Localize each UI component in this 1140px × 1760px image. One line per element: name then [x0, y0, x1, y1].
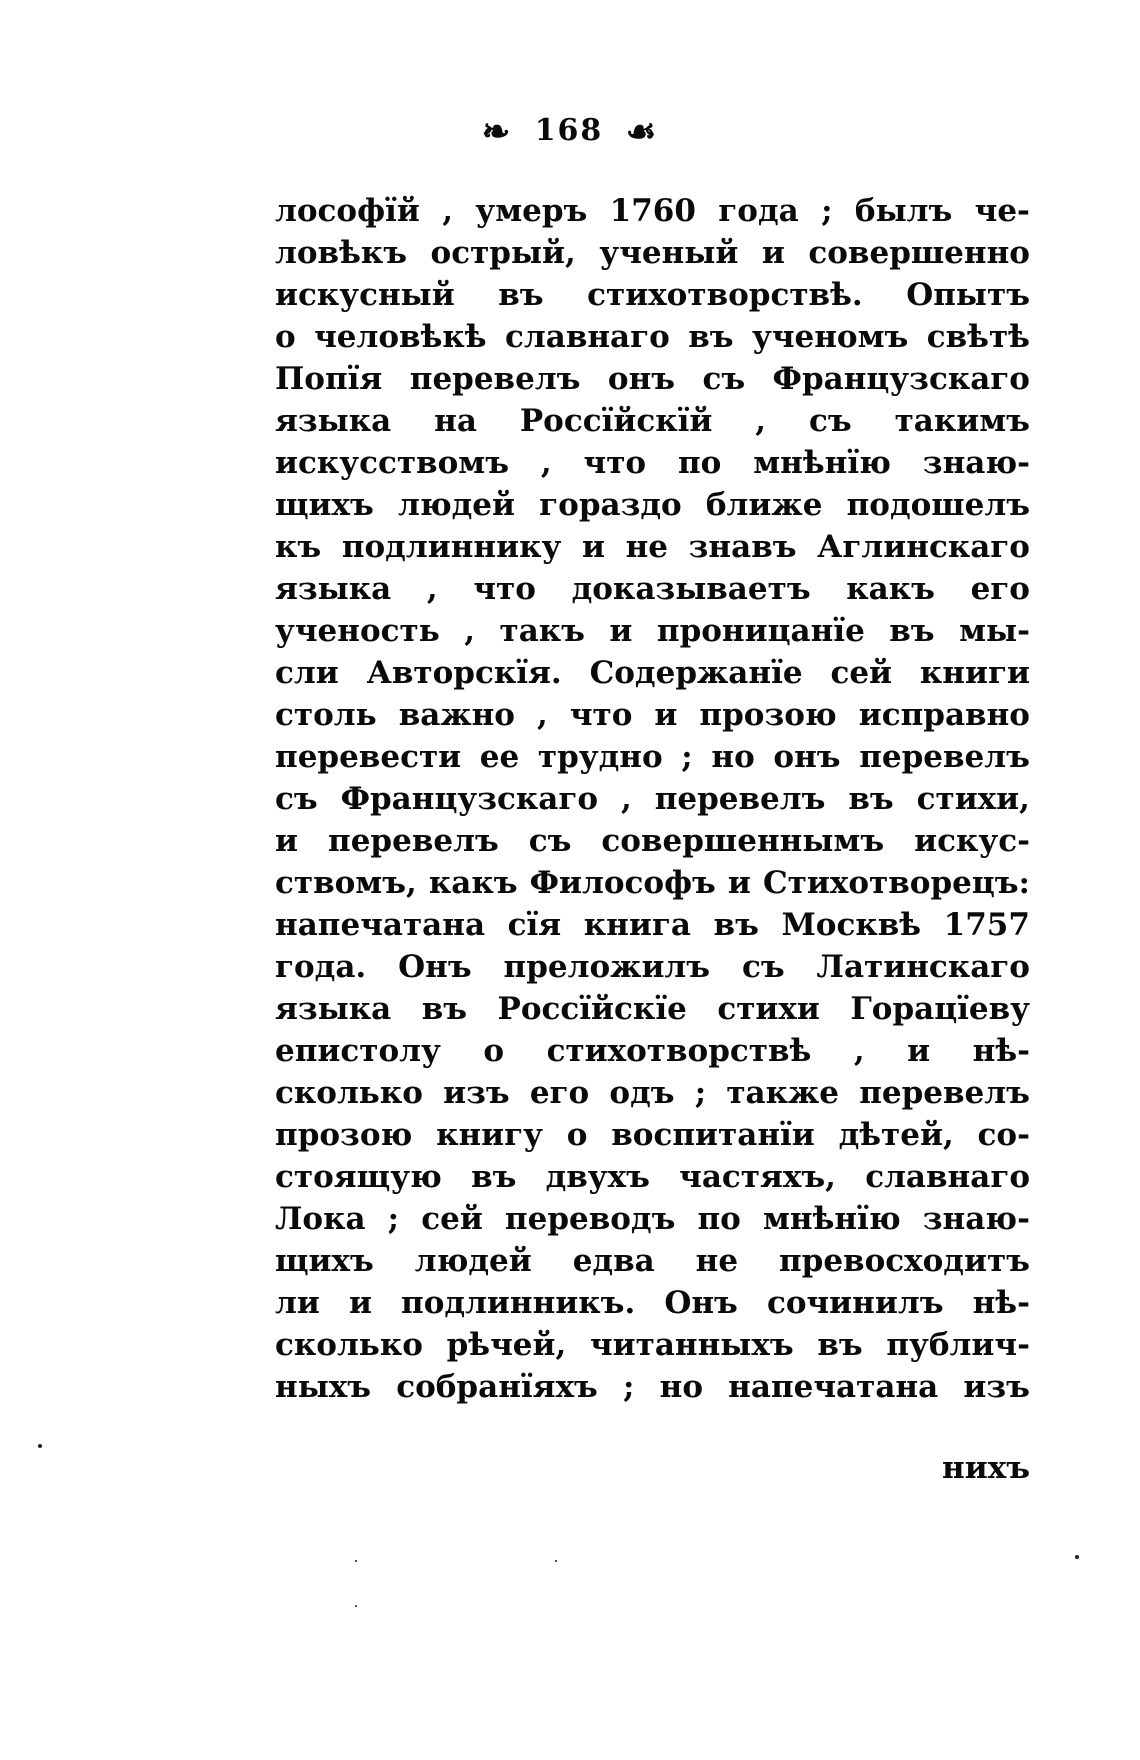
- word: не: [695, 1243, 739, 1279]
- word: превосходитъ: [778, 1243, 1030, 1279]
- text-line: [275, 820, 1030, 862]
- word: Философъ: [529, 865, 716, 901]
- word: Латинскаго: [816, 949, 1030, 985]
- word: ,: [620, 781, 632, 817]
- word: и: [348, 1285, 372, 1321]
- text-line: [275, 1156, 1030, 1198]
- word: прозою: [275, 1117, 413, 1153]
- word: также: [726, 1075, 840, 1111]
- word: стихи: [717, 991, 820, 1027]
- word: ;: [821, 193, 833, 229]
- word: въ: [688, 319, 734, 355]
- word: съ: [528, 823, 572, 859]
- text-line: [275, 484, 1030, 526]
- word: Онъ: [398, 949, 472, 985]
- text-line: [275, 1198, 1030, 1240]
- text-line: [275, 778, 1030, 820]
- word: сей: [830, 655, 893, 691]
- word: доказываетъ: [571, 571, 811, 607]
- word: мнѣнїю: [753, 445, 891, 481]
- word: о: [566, 1117, 588, 1153]
- text-line: [275, 1282, 1030, 1324]
- text-line: [275, 400, 1030, 442]
- text-line: [275, 274, 1030, 316]
- word: напечатана: [275, 907, 486, 943]
- word: епистолу: [275, 1033, 441, 1069]
- word: человѣкѣ: [314, 319, 487, 355]
- word: знавъ: [688, 529, 797, 565]
- print-speck: [1075, 1555, 1079, 1559]
- word: прозою: [699, 697, 837, 733]
- word: ;: [387, 1201, 400, 1237]
- word: сли: [275, 655, 339, 691]
- word: въ: [471, 1159, 517, 1195]
- word: мы-: [959, 613, 1030, 649]
- word: сочинилъ: [766, 1285, 944, 1321]
- word: нѣ-: [972, 1285, 1030, 1321]
- word: Французскаго: [772, 361, 1030, 397]
- word: но: [711, 739, 755, 775]
- word: столь: [275, 697, 377, 733]
- word: съ: [741, 949, 785, 985]
- word: стихотворствѣ: [546, 1033, 812, 1069]
- word: года: [718, 193, 799, 229]
- word: мнѣнїю: [762, 1201, 901, 1237]
- word: ;: [623, 1369, 635, 1405]
- text-line: [275, 610, 1030, 652]
- word: перевелъ: [859, 1075, 1030, 1111]
- word: свѣтѣ: [926, 319, 1030, 355]
- word: не: [625, 529, 668, 565]
- text-line: [275, 1240, 1030, 1282]
- ornament-left: ❧: [481, 112, 513, 152]
- word: сїя: [507, 907, 562, 943]
- word: ;: [681, 739, 693, 775]
- word: двухъ: [545, 1159, 650, 1195]
- word: такъ: [499, 613, 585, 649]
- word: его: [970, 571, 1030, 607]
- word: исправно: [858, 697, 1030, 733]
- text-line: [275, 946, 1030, 988]
- catchword: нихъ: [942, 1450, 1030, 1486]
- word: ближе: [705, 487, 823, 523]
- word: совершеннымъ: [601, 823, 885, 859]
- word: книгу: [436, 1117, 543, 1153]
- word: о: [483, 1033, 505, 1069]
- word: ,: [426, 571, 438, 607]
- word: но: [659, 1369, 703, 1405]
- word: едва: [572, 1243, 655, 1279]
- body-text: [275, 190, 1030, 1408]
- word: ее: [479, 739, 520, 775]
- text-line: [275, 190, 1030, 232]
- word: со-: [977, 1117, 1030, 1153]
- word: и: [581, 529, 605, 565]
- word: искусствомъ: [275, 445, 509, 481]
- word: искус-: [914, 823, 1030, 859]
- word: книги: [919, 655, 1030, 691]
- word: что: [473, 571, 536, 607]
- word: и: [654, 697, 678, 733]
- word: славнаго: [505, 319, 670, 355]
- word: частяхъ,: [679, 1159, 836, 1195]
- word: людей: [414, 1243, 532, 1279]
- word: изъ: [963, 1369, 1030, 1405]
- word: стихотворствѣ.: [587, 277, 863, 313]
- word: напечатана: [728, 1369, 939, 1405]
- word: языка: [275, 991, 392, 1027]
- word: въ: [713, 907, 759, 943]
- word: къ: [275, 529, 322, 565]
- word: 1760: [609, 193, 696, 229]
- text-line: [275, 568, 1030, 610]
- word: преложилъ: [503, 949, 711, 985]
- word: какъ: [846, 571, 935, 607]
- word: искусный: [275, 277, 455, 313]
- word: по: [697, 1201, 741, 1237]
- word: перевелъ: [409, 361, 581, 397]
- word: Аглинскаго: [817, 529, 1030, 565]
- word: перевелъ: [859, 739, 1030, 775]
- word: важно: [398, 697, 515, 733]
- word: подлинникъ.: [401, 1285, 636, 1321]
- text-line: [275, 316, 1030, 358]
- word: что: [569, 697, 633, 733]
- word: Горацїеву: [850, 991, 1030, 1027]
- word: перевести: [275, 739, 462, 775]
- word: сей: [421, 1201, 483, 1237]
- word: ученый: [599, 235, 739, 271]
- text-line: [275, 1072, 1030, 1114]
- word: ныхъ: [275, 1369, 372, 1405]
- word: ,: [540, 445, 552, 481]
- word: проницанїе: [656, 613, 865, 649]
- word: знаю-: [922, 1201, 1030, 1237]
- word: его: [529, 1075, 590, 1111]
- text-line: [275, 358, 1030, 400]
- word: языка: [275, 571, 392, 607]
- word: Стихотворецъ:: [763, 865, 1030, 901]
- word: умеръ: [475, 193, 588, 229]
- word: Авторскїя.: [366, 655, 562, 691]
- word: че-: [974, 193, 1030, 229]
- word: трудно: [537, 739, 663, 775]
- page-header: [0, 112, 1140, 152]
- word: переводъ: [504, 1201, 676, 1237]
- print-speck: [555, 1560, 557, 1562]
- word: ловѣкъ: [275, 235, 408, 271]
- text-line: [275, 862, 1030, 904]
- word: Лока: [275, 1201, 366, 1237]
- word: ,: [853, 1033, 865, 1069]
- word: въ: [848, 781, 894, 817]
- page-number: 168: [534, 113, 604, 148]
- word: Россїйскїе: [497, 991, 687, 1027]
- text-line: [275, 904, 1030, 946]
- word: года.: [275, 949, 367, 985]
- text-line: [275, 988, 1030, 1030]
- word: щихъ: [275, 487, 374, 523]
- text-line: [275, 652, 1030, 694]
- word: сколько: [275, 1327, 423, 1363]
- word: публич-: [886, 1327, 1030, 1363]
- print-speck: [355, 1605, 357, 1607]
- word: 1757: [943, 907, 1030, 943]
- ornament-right: ☙: [625, 112, 659, 152]
- word: читанныхъ: [589, 1327, 794, 1363]
- word: острый,: [430, 235, 576, 271]
- word: рѣчей,: [446, 1327, 567, 1363]
- word: въ: [817, 1327, 863, 1363]
- word: книга: [583, 907, 691, 943]
- word: щихъ: [275, 1243, 374, 1279]
- word: ,: [464, 613, 476, 649]
- word: въ: [498, 277, 544, 313]
- word: Французскаго: [340, 781, 599, 817]
- text-line: [275, 736, 1030, 778]
- word: Содержанїе: [589, 655, 803, 691]
- word: воспитанїи: [611, 1117, 815, 1153]
- text-line: [275, 1114, 1030, 1156]
- word: Опытъ: [906, 277, 1030, 313]
- word: съ: [809, 403, 852, 439]
- word: въ: [889, 613, 935, 649]
- word: перевелъ: [654, 781, 826, 817]
- word: и: [727, 865, 751, 901]
- word: ,: [537, 697, 548, 733]
- word: такимъ: [894, 403, 1030, 439]
- word: изъ: [443, 1075, 510, 1111]
- text-line: [275, 232, 1030, 274]
- word: стоящую: [275, 1159, 442, 1195]
- word: Москвѣ: [781, 907, 922, 943]
- word: и: [907, 1033, 931, 1069]
- word: что: [583, 445, 647, 481]
- word: подлиннику: [341, 529, 562, 565]
- word: съ: [275, 781, 318, 817]
- word: Попїя: [275, 361, 383, 397]
- word: ,: [755, 403, 767, 439]
- word: знаю-: [922, 445, 1030, 481]
- word: ;: [694, 1075, 707, 1111]
- word: лософїй: [275, 193, 420, 229]
- word: людей: [397, 487, 515, 523]
- word: собранїяхъ: [396, 1369, 598, 1405]
- word: по: [677, 445, 722, 481]
- word: гораздо: [539, 487, 682, 523]
- word: стихи,: [916, 781, 1030, 817]
- word: перевелъ: [328, 823, 499, 859]
- word: славнаго: [865, 1159, 1030, 1195]
- text-line: [275, 1030, 1030, 1072]
- word: онъ: [607, 361, 676, 397]
- word: о: [275, 319, 296, 355]
- word: въ: [421, 991, 468, 1027]
- word: и: [761, 235, 785, 271]
- text-line: [275, 526, 1030, 568]
- text-line: [275, 442, 1030, 484]
- word: какъ: [428, 865, 518, 901]
- text-line: [275, 1366, 1030, 1408]
- word: Онъ: [664, 1285, 738, 1321]
- word: ученость: [275, 613, 440, 649]
- word: дѣтей,: [838, 1117, 954, 1153]
- word: онъ: [773, 739, 841, 775]
- word: съ: [702, 361, 746, 397]
- word: и: [609, 613, 633, 649]
- word: и: [275, 823, 298, 859]
- word: Россїйскїй: [519, 403, 713, 439]
- word: былъ: [854, 193, 953, 229]
- word: ученомъ: [751, 319, 909, 355]
- word: совершенно: [808, 235, 1030, 271]
- text-line: [275, 1324, 1030, 1366]
- word: одъ: [609, 1075, 675, 1111]
- word: языка: [275, 403, 392, 439]
- word: нѣ-: [972, 1033, 1030, 1069]
- word: ли: [275, 1285, 320, 1321]
- print-speck: [38, 1444, 42, 1448]
- word: ,: [442, 193, 453, 229]
- text-line: [275, 694, 1030, 736]
- word: подошелъ: [846, 487, 1030, 523]
- print-speck: [355, 1560, 357, 1562]
- word: ствомъ,: [275, 865, 417, 901]
- word: сколько: [275, 1075, 423, 1111]
- word: на: [434, 403, 477, 439]
